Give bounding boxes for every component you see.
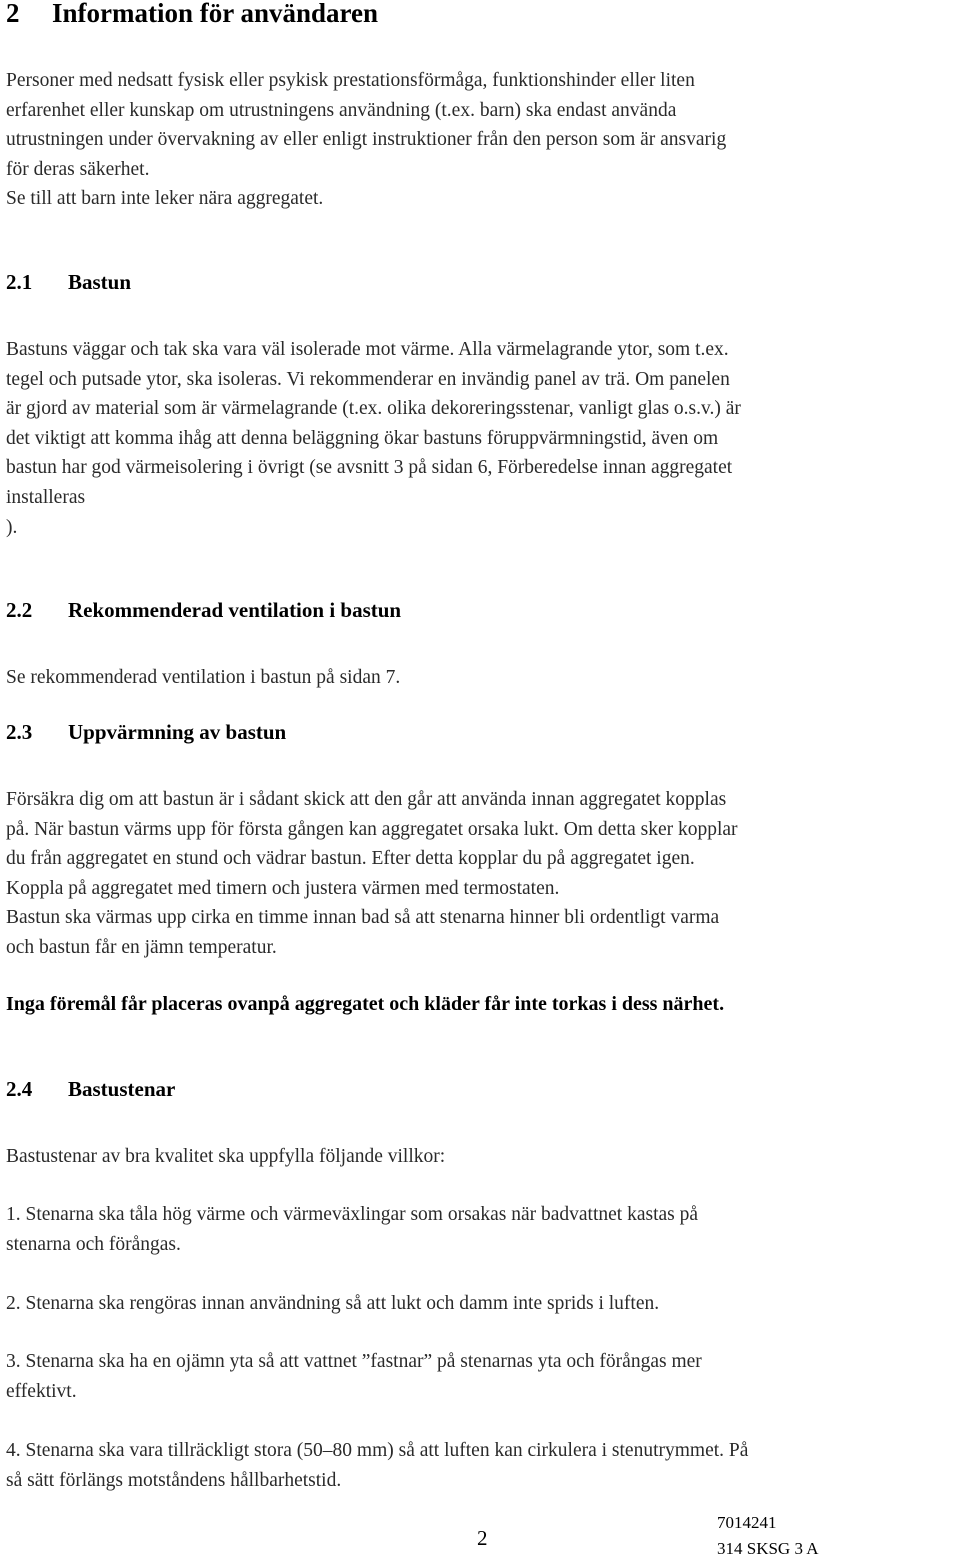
paragraph-line: installeras xyxy=(6,486,86,508)
paragraph-line: du från aggregatet en stund och vädrar bastun. Efter detta kopplar du på aggregatet igen. xyxy=(6,848,695,870)
section-number: 2 xyxy=(6,0,20,28)
stones-list-item xyxy=(6,1347,960,1406)
safety-warning: Inga föremål får placeras ovanpå aggregatet och kläder får inte torkas i dess närhet. xyxy=(6,993,725,1015)
paragraph-line: på. När bastun värms upp för första gången kan aggregatet orsaka lukt. Om detta sker kopplar xyxy=(6,818,738,840)
heating-paragraph xyxy=(6,785,960,963)
paragraph-line: ). xyxy=(6,516,18,538)
paragraph-line: det viktigt att komma ihåg att denna beläggning ökar bastuns föruppvärmningstid, även om xyxy=(6,427,719,449)
subsection-title: Bastun xyxy=(68,270,132,294)
intro-paragraph xyxy=(6,66,960,214)
list-item-line: 2. Stenarna ska rengöras innan användning så att lukt och damm inte sprids i luften. xyxy=(6,1293,660,1314)
stones-intro xyxy=(6,1142,960,1172)
paragraph-line: tegel och putsade ytor, ska isoleras. Vi rekommenderar en invändig panel av trä. Om panelen xyxy=(6,368,730,390)
document-number: 7014241 xyxy=(717,1513,777,1532)
subsection-heading-2-1 xyxy=(6,270,131,295)
section-heading xyxy=(6,0,378,29)
paragraph-line: och bastun får en jämn temperatur. xyxy=(6,936,277,958)
stones-list-item xyxy=(6,1200,960,1259)
subsection-title: Uppvärmning av bastun xyxy=(68,720,287,744)
subsection-number: 2.1 xyxy=(6,270,33,294)
subsection-title: Rekommenderad ventilation i bastun xyxy=(68,598,402,622)
subsection-number: 2.2 xyxy=(6,598,33,622)
list-item-line: stenarna och förångas. xyxy=(6,1233,181,1255)
paragraph-line: Försäkra dig om att bastun är i sådant skick att den går att använda innan aggregatet kopplas xyxy=(6,789,727,810)
paragraph-line: Bastun ska värmas upp cirka en timme innan bad så att stenarna hinner bli ordentligt varma xyxy=(6,907,720,929)
bastun-paragraph xyxy=(6,335,960,542)
paragraph-line: är gjord av material som är värmelagrande (t.ex. olika dekoreringsstenar, vanligt glas o.s.v.) är xyxy=(6,398,741,420)
list-item-line: 3. Stenarna ska ha en ojämn yta så att vattnet ”fastnar” på stenarnas yta och förångas mer xyxy=(6,1351,702,1372)
subsection-heading-2-4 xyxy=(6,1077,175,1102)
paragraph-line: Se rekommenderad ventilation i bastun på sidan 7. xyxy=(6,667,401,688)
list-item-line: 4. Stenarna ska vara tillräckligt stora (50–80 mm) så att luften kan cirkulera i stenutrymmet. På xyxy=(6,1440,749,1461)
page-number: 2 xyxy=(477,1526,488,1550)
paragraph-line: Koppla på aggregatet med timern och justera värmen med termostaten. xyxy=(6,877,560,899)
list-item-line: så sätt förlängs motståndens hållbarhetstid. xyxy=(6,1469,342,1491)
intro-line: Personer med nedsatt fysisk eller psykisk prestationsförmåga, funktionshinder eller liten xyxy=(6,70,695,91)
subsection-heading-2-3 xyxy=(6,720,286,745)
paragraph-line: bastun har god värmeisolering i övrigt (se avsnitt 3 på sidan 6, Förberedelse innan aggregatet xyxy=(6,457,733,479)
intro-line: erfarenhet eller kunskap om utrustningens användning (t.ex. barn) ska endast använda xyxy=(6,99,677,121)
subsection-number: 2.4 xyxy=(6,1077,33,1101)
subsection-heading-2-2 xyxy=(6,598,401,623)
intro-line: Se till att barn inte leker nära aggregatet. xyxy=(6,188,324,210)
model-code: 314 SKSG 3 A xyxy=(717,1539,819,1558)
list-item-line: effektivt. xyxy=(6,1380,77,1402)
list-item-line: 1. Stenarna ska tåla hög värme och värmeväxlingar som orsakas när badvattnet kastas på xyxy=(6,1204,699,1225)
intro-line: utrustningen under övervakning av eller enligt instruktioner från den person som är ansvarig xyxy=(6,129,727,151)
section-title: Information för användaren xyxy=(52,0,379,28)
stones-list-item xyxy=(6,1436,960,1495)
intro-line: för deras säkerhet. xyxy=(6,158,150,180)
subsection-title: Bastustenar xyxy=(68,1077,176,1101)
subsection-number: 2.3 xyxy=(6,720,33,744)
stones-list-item xyxy=(6,1289,960,1319)
paragraph-line: Bastuns väggar och tak ska vara väl isolerade mot värme. Alla värmelagrande ytor, som t.ex. xyxy=(6,339,729,360)
paragraph-line: Bastustenar av bra kvalitet ska uppfylla följande villkor: xyxy=(6,1146,446,1167)
ventilation-paragraph xyxy=(6,663,960,693)
